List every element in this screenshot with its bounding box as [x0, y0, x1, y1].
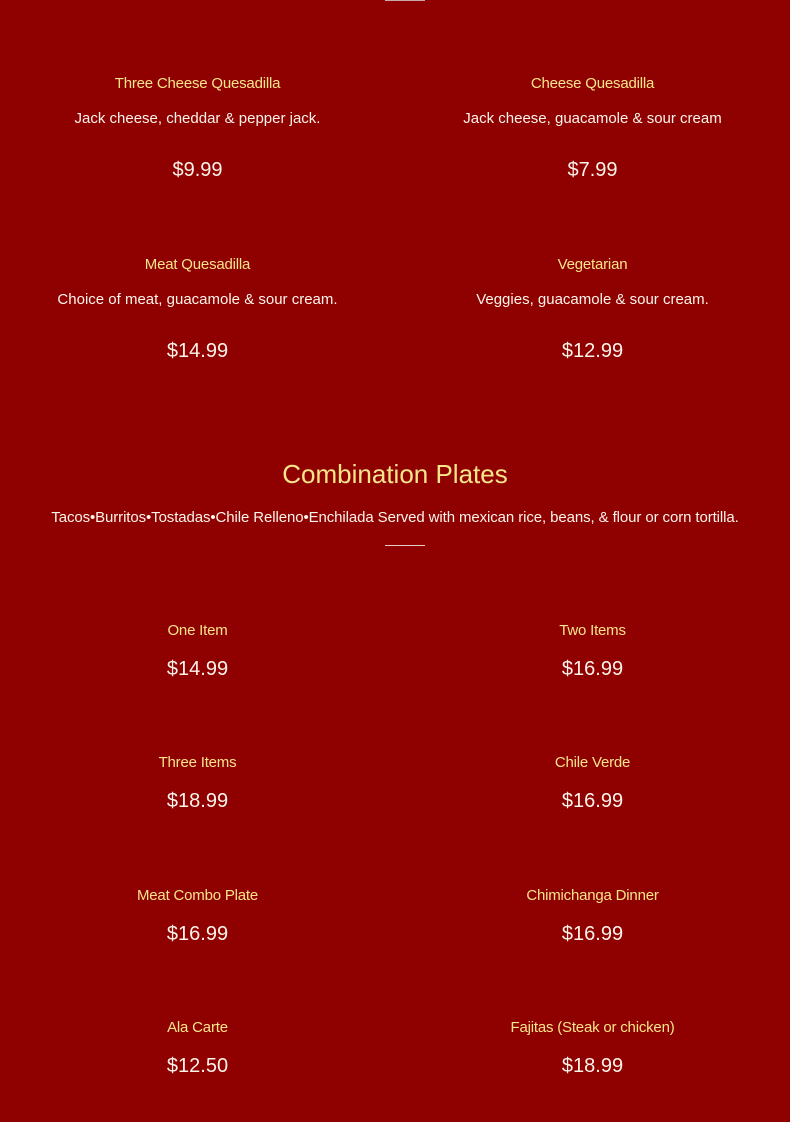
- menu-item: [0, 1019, 395, 1078]
- menu-item: [0, 622, 395, 681]
- menu-item: [395, 75, 790, 182]
- menu-item-name: Chimichanga Dinner: [526, 887, 659, 904]
- menu-item-name: Cheese Quesadilla: [530, 75, 655, 92]
- menu-item: [395, 887, 790, 946]
- menu-item-price: $16.99: [561, 790, 624, 812]
- menu-item-price: $7.99: [567, 159, 618, 181]
- menu-item-name: Meat Quesadilla: [144, 256, 251, 273]
- menu-item-price: $12.99: [561, 340, 624, 362]
- menu-item: [395, 622, 790, 681]
- menu-item-description: Choice of meat, guacamole & sour cream.: [57, 291, 338, 308]
- menu-item-description: Jack cheese, guacamole & sour cream: [463, 110, 722, 127]
- menu-item-name: Meat Combo Plate: [136, 887, 259, 904]
- menu-item-price: $16.99: [561, 658, 624, 680]
- section-subtitle: Tacos•Burritos•Tostadas•Chile Relleno•Enchilada Served with mexican rice, beans, & flour or corn tortilla.: [51, 509, 739, 526]
- menu-item: [0, 887, 395, 946]
- menu-item-name: Two Items: [559, 622, 626, 639]
- menu-item-description: Jack cheese, cheddar & pepper jack.: [74, 110, 321, 127]
- menu-item-name: Fajitas (Steak or chicken): [510, 1019, 675, 1036]
- menu-item-name: Chile Verde: [554, 754, 631, 771]
- menu-item-description: Veggies, guacamole & sour cream.: [476, 291, 709, 308]
- menu-item-name: Ala Carte: [167, 1019, 228, 1036]
- menu-item-price: $18.99: [166, 790, 229, 812]
- top-divider: [385, 0, 425, 1]
- menu-item: [0, 75, 395, 182]
- menu-item-price: $14.99: [166, 658, 229, 680]
- menu-item-name: Vegetarian: [557, 256, 628, 273]
- menu-item: [0, 256, 395, 363]
- menu-item-price: $12.50: [166, 1055, 229, 1077]
- menu-item: [395, 754, 790, 813]
- section-title: Combination Plates: [282, 459, 508, 489]
- menu-item-price: $16.99: [561, 923, 624, 945]
- menu-item: [395, 1019, 790, 1078]
- menu-item-price: $16.99: [166, 923, 229, 945]
- menu-item-name: Three Items: [158, 754, 237, 771]
- menu-item-name: Three Cheese Quesadilla: [114, 75, 281, 92]
- menu-item: [395, 256, 790, 363]
- menu-item: [0, 754, 395, 813]
- section-divider: [385, 545, 425, 546]
- menu-item-price: $9.99: [172, 159, 223, 181]
- menu-item-price: $18.99: [561, 1055, 624, 1077]
- menu-item-price: $14.99: [166, 340, 229, 362]
- menu-item-name: One Item: [167, 622, 228, 639]
